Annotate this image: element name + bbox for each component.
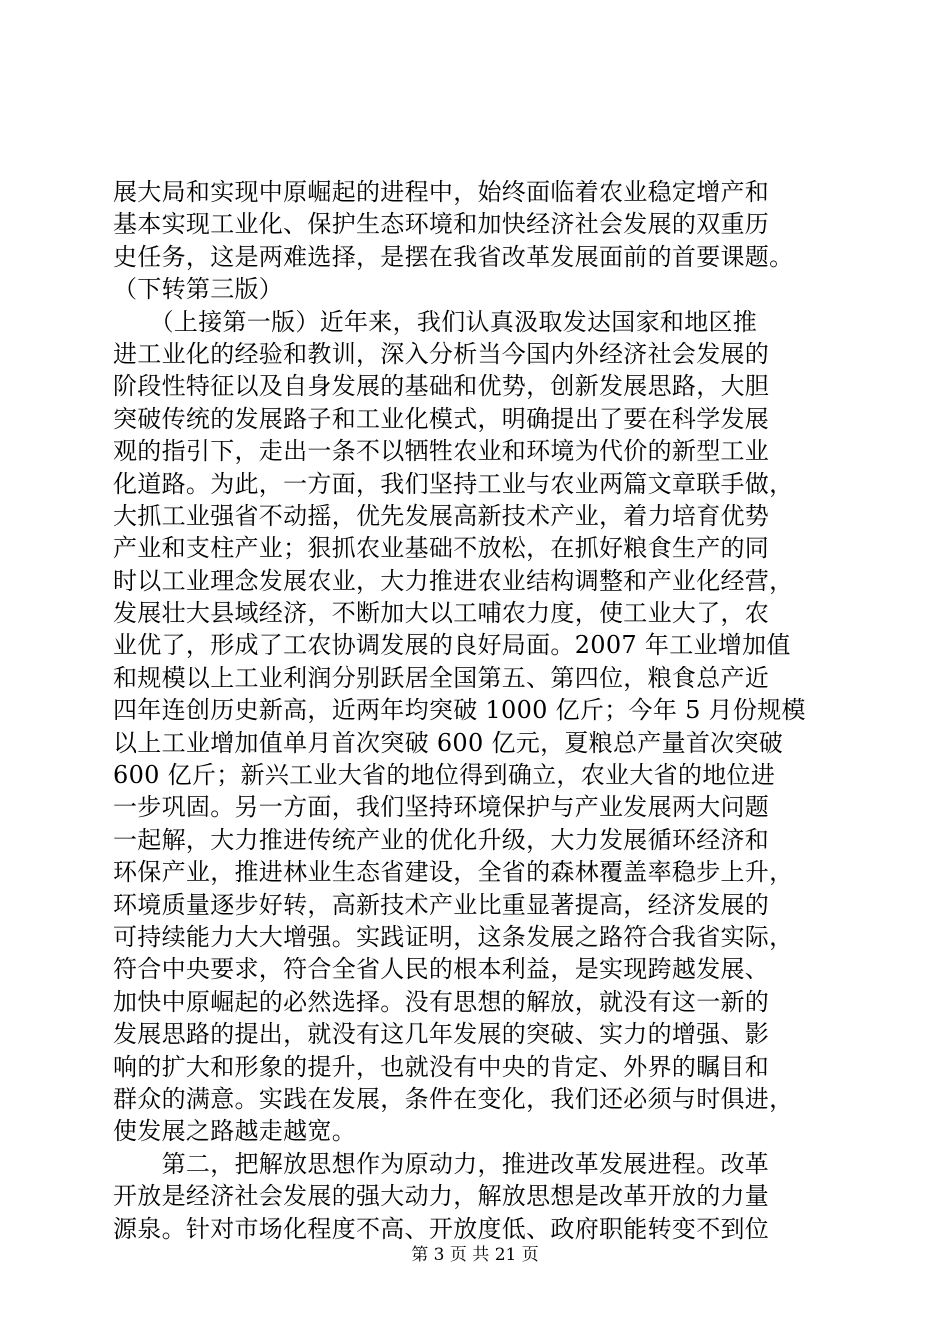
text-line: 响的扩大和形象的提升，也就没有中央的肯定、外界的瞩目和 (113, 1052, 770, 1081)
text-line: 阶段性特征以及自身发展的基础和优势，创新发展思路，大胆 (113, 372, 770, 401)
text-line: 第二，把解放思想作为原动力，推进改革发展进程。改革 (113, 1149, 770, 1178)
text-line: 一步巩固。另一方面，我们坚持环境保护与产业发展两大问题 (113, 793, 770, 822)
text-line: 源泉。针对市场化程度不高、开放度低、政府职能转变不到位 (113, 1214, 770, 1243)
text-line: 基本实现工业化、保护生态环境和加快经济社会发展的双重历 (113, 210, 770, 239)
text-line: 业优了，形成了工农协调发展的良好局面。2007 年工业增加值 (113, 631, 791, 660)
text-line: 突破传统的发展路子和工业化模式，明确提出了要在科学发展 (113, 404, 770, 433)
page-number-footer: 第 3 页 共 21 页 (411, 1245, 539, 1265)
text-line: 和规模以上工业利润分别跃居全国第五、第四位，粮食总产近 (113, 663, 770, 692)
text-line: 可持续能力大大增强。实践证明，这条发展之路符合我省实际， (113, 922, 794, 951)
text-line: 发展思路的提出，就没有这几年发展的突破、实力的增强、影 (113, 1020, 770, 1049)
text-line: 展大局和实现中原崛起的进程中，始终面临着农业稳定增产和 (113, 178, 770, 206)
text-line: 产业和支柱产业；狠抓农业基础不放松，在抓好粮食生产的同 (113, 534, 770, 563)
text-line: 加快中原崛起的必然选择。没有思想的解放，就没有这一新的 (113, 987, 770, 1016)
text-line: （下转第三版） (113, 275, 284, 304)
text-line: 大抓工业强省不动摇，优先发展高新技术产业，着力培育优势 (113, 501, 770, 530)
text-line: 进工业化的经验和教训，深入分析当今国内外经济社会发展的 (113, 339, 770, 368)
text-line: 观的指引下，走出一条不以牺牲农业和环境为代价的新型工业 (113, 437, 770, 466)
text-line: 发展壮大县域经济，不断加大以工哺农力度，使工业大了，农 (113, 599, 770, 628)
text-line: 四年连创历史新高，近两年均突破 1000 亿斤；今年 5 月份规模 (113, 696, 806, 725)
text-line: 一起解，大力推进传统产业的优化升级，大力发展循环经济和 (113, 825, 770, 854)
text-line: 开放是经济社会发展的强大动力，解放思想是改革开放的力量 (113, 1182, 770, 1211)
text-line: 化道路。为此，一方面，我们坚持工业与农业两篇文章联手做， (113, 469, 794, 498)
text-line: 史任务，这是两难选择，是摆在我省改革发展面前的首要课题。 (113, 242, 794, 271)
text-line: 使发展之路越走越宽。 (113, 1117, 356, 1146)
text-line: 符合中央要求，符合全省人民的根本利益，是实现跨越发展、 (113, 955, 770, 984)
text-line: 600 亿斤；新兴工业大省的地位得到确立，农业大省的地位进 (113, 761, 776, 790)
text-line: （上接第一版）近年来，我们认真汲取发达国家和地区推 (113, 307, 758, 336)
text-line: 环境质量逐步好转，高新技术产业比重显著提高，经济发展的 (113, 890, 770, 919)
text-line: 群众的满意。实践在发展，条件在变化，我们还必须与时俱进， (113, 1084, 794, 1113)
text-line: 以上工业增加值单月首次突破 600 亿元，夏粮总产量首次突破 (113, 728, 784, 757)
text-line: 时以工业理念发展农业，大力推进农业结构调整和产业化经营， (113, 566, 794, 595)
text-line: 环保产业，推进林业生态省建设，全省的森林覆盖率稳步上升， (113, 858, 794, 887)
document-body (113, 176, 843, 1245)
